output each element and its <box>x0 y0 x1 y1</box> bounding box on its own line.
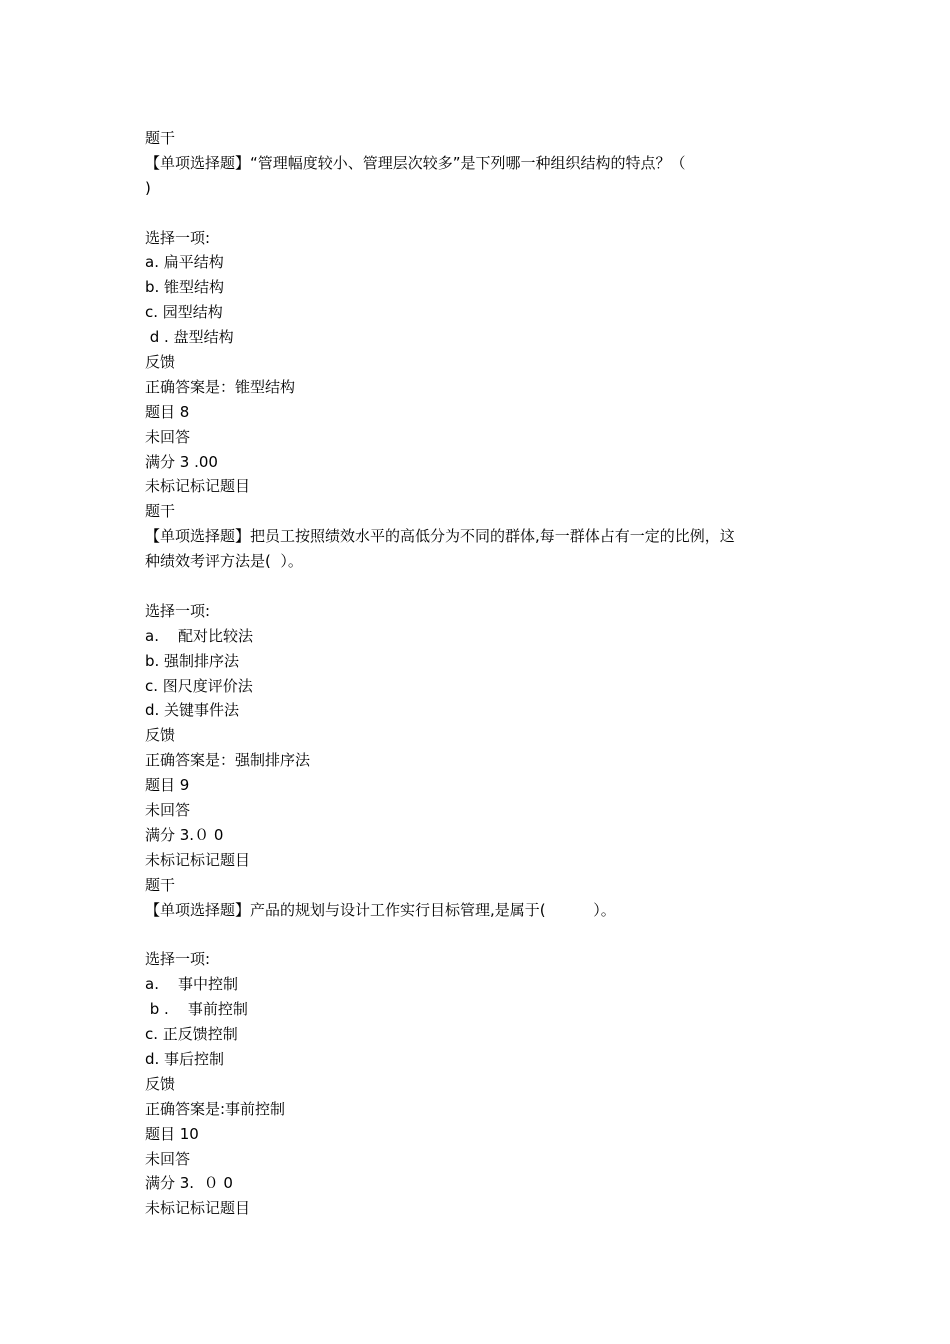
max-score: 满分 3. ０ 0 <box>145 1174 233 1193</box>
feedback-label: 反馈 <box>145 1074 176 1093</box>
flag-question-link[interactable]: 未标记标记题目 <box>145 1199 251 1218</box>
option-c: c. 图尺度评价法 <box>145 676 253 695</box>
option-c: c. 正反馈控制 <box>145 1025 238 1044</box>
flag-question-link[interactable]: 未标记标记题目 <box>145 850 251 869</box>
spacer <box>145 201 815 226</box>
spacer <box>145 574 815 599</box>
question-text-line: 【单项选择题】把员工按照绩效水平的高低分为不同的群体,每一群体占有一定的比例，这 <box>145 527 735 546</box>
answer-status: 未回答 <box>145 801 191 820</box>
correct-answer: 正确答案是：锥型结构 <box>145 377 296 396</box>
max-score: 满分 3.０ 0 <box>145 825 224 844</box>
choose-one-label: 选择一项: <box>145 228 211 247</box>
option-b: b. 强制排序法 <box>145 651 240 670</box>
question-number: 题目 9 <box>145 776 190 795</box>
option-b: b. 锥型结构 <box>145 278 225 297</box>
question-text-line: 种绩效考评方法是( ）。 <box>145 552 303 571</box>
spacer <box>145 923 815 948</box>
choose-one-label: 选择一项: <box>145 950 211 969</box>
stem-label: 题干 <box>145 502 176 521</box>
document-page <box>145 126 815 1221</box>
option-d: d . 盘型结构 <box>145 328 234 347</box>
stem-label: 题干 <box>145 129 176 147</box>
question-number: 题目 8 <box>145 402 190 421</box>
option-c: c. 园型结构 <box>145 303 223 322</box>
option-a: a. 配对比较法 <box>145 626 254 645</box>
option-a: a. 事中控制 <box>145 975 239 994</box>
answer-status: 未回答 <box>145 427 191 446</box>
question-text-line: 【单项选择题】“管理幅度较小、管理层次较多”是下列哪一种组织结构的特点？（ <box>145 153 686 172</box>
option-a: a. 扁平结构 <box>145 253 224 272</box>
flag-question-link[interactable]: 未标记标记题目 <box>145 477 251 496</box>
correct-answer: 正确答案是：强制排序法 <box>145 751 311 770</box>
question-text-line: 【单项选择题】产品的规划与设计工作实行目标管理,是属于( ）。 <box>145 900 616 919</box>
question-text-line: ) <box>145 178 151 197</box>
feedback-label: 反馈 <box>145 726 176 745</box>
option-d: d. 事后控制 <box>145 1049 225 1068</box>
choose-one-label: 选择一项: <box>145 601 211 620</box>
answer-status: 未回答 <box>145 1149 191 1168</box>
option-b: b . 事前控制 <box>145 1000 248 1019</box>
question-number: 题目 10 <box>145 1124 199 1143</box>
option-d: d. 关键事件法 <box>145 701 240 720</box>
feedback-label: 反馈 <box>145 353 176 372</box>
stem-label: 题干 <box>145 875 176 894</box>
correct-answer: 正确答案是:事前控制 <box>145 1099 286 1118</box>
max-score: 满分 3 .00 <box>145 452 218 471</box>
